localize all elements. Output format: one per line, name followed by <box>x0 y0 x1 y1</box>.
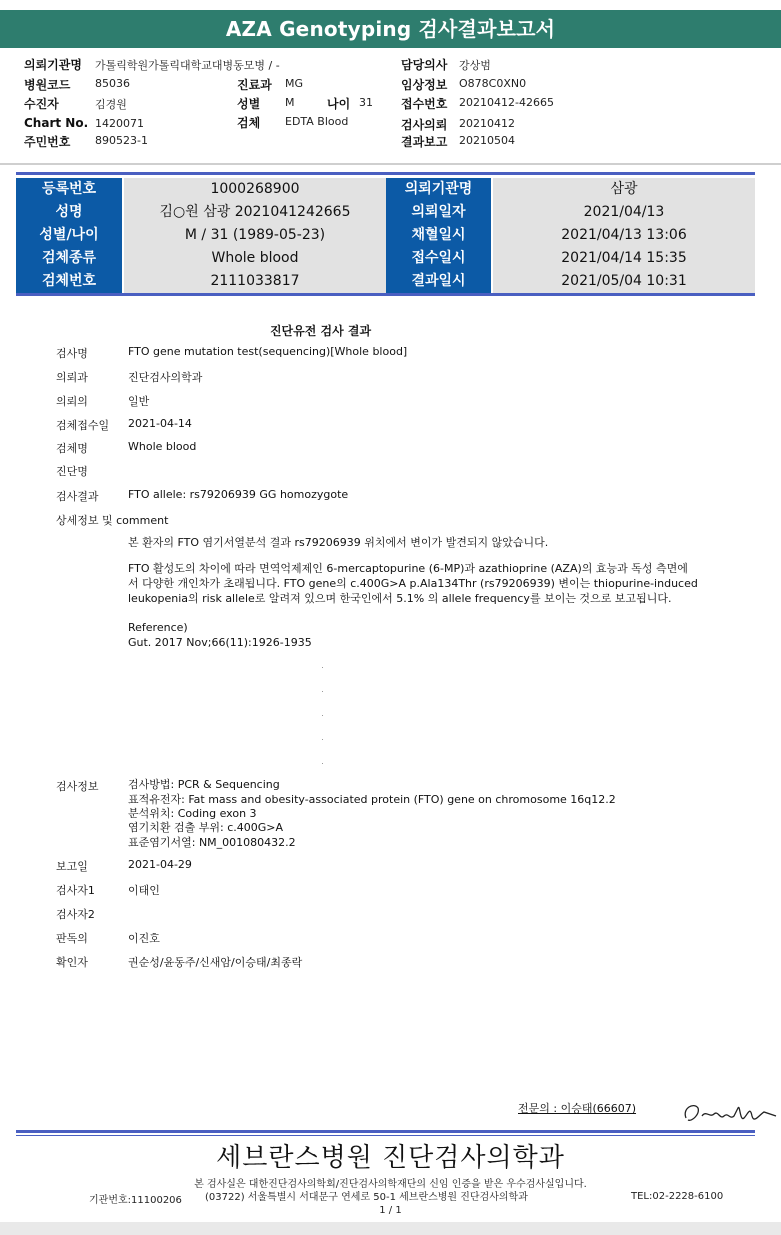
summary-header: 성명 <box>16 201 122 224</box>
field-label-test-name: 검사명 <box>56 347 88 360</box>
header-value-report-date: 20210504 <box>459 134 515 147</box>
page-number: 1 / 1 <box>379 1205 402 1216</box>
test-info-line: 표적유전자: Fat mass and obesity-associated protein (FTO) gene on chromosome 16q12.2 <box>128 793 616 806</box>
header-label-patient: 수진자 <box>24 97 59 111</box>
report-title: AZA Genotyping 검사결과보고서 <box>225 17 556 41</box>
summary-value: M / 31 (1989-05-23) <box>124 224 386 247</box>
field-label-tester-2: 검사자2 <box>56 908 95 921</box>
header-value-department: MG <box>285 77 304 90</box>
institution-number: 기관번호:11100206 <box>89 1195 182 1206</box>
header-value-request-date: 20210412 <box>459 117 515 130</box>
dot-mark <box>322 667 323 668</box>
field-label-requesting-doctor: 의뢰의 <box>56 395 88 408</box>
field-label-reader: 판독의 <box>56 932 88 945</box>
detail-paragraph-1: 본 환자의 FTO 염기서열분석 결과 rs79206939 위치에서 변이가 발견되지 않았습니다. <box>128 536 549 549</box>
report-section-title: 진단유전 검사 결과 <box>269 324 372 338</box>
header-label-specimen: 검체 <box>237 116 261 130</box>
field-value-test-result: FTO allele: rs79206939 GG homozygote <box>128 488 349 501</box>
summary-value: 2111033817 <box>124 270 386 293</box>
reference-text: Gut. 2017 Nov;66(11):1926-1935 <box>128 636 312 649</box>
footer-rule-thin <box>16 1135 755 1136</box>
summary-row <box>16 224 755 247</box>
field-value-report-date: 2021-04-29 <box>128 858 192 871</box>
reference-label: Reference) <box>128 621 188 634</box>
field-value-specimen-name: Whole blood <box>128 440 197 453</box>
field-label-diagnosis: 진단명 <box>56 465 88 478</box>
header-value-receipt-no: 20210412-42665 <box>459 96 554 109</box>
header-value-specimen: EDTA Blood <box>285 115 349 128</box>
field-value-requesting-dept: 진단검사의학과 <box>128 371 203 384</box>
field-label-test-info: 검사정보 <box>56 780 99 793</box>
field-label-requesting-dept: 의뢰과 <box>56 371 88 384</box>
summary-row <box>16 270 755 293</box>
summary-header: 의뢰기관명 <box>386 178 491 201</box>
summary-row <box>16 178 755 201</box>
header-value-chart-no: 1420071 <box>95 117 144 130</box>
field-value-specimen-received: 2021-04-14 <box>128 417 192 430</box>
summary-value: 2021/04/13 <box>493 201 755 224</box>
field-label-specimen-received: 검체접수일 <box>56 419 110 432</box>
hospital-address: (03722) 서울특별시 서대문구 연세로 50-1 세브란스병원 진단검사의학과 <box>205 1192 528 1203</box>
field-label-confirmer: 확인자 <box>56 956 88 969</box>
header-label-doctor: 담당의사 <box>401 58 448 72</box>
field-label-detail-comment: 상세정보 및 comment <box>56 514 169 527</box>
header-label-clinical-info: 임상정보 <box>401 78 448 92</box>
field-label-test-result: 검사결과 <box>56 490 99 503</box>
viewer-bottom-strip <box>0 1222 781 1235</box>
summary-header: 접수일시 <box>386 247 491 270</box>
dot-mark <box>322 715 323 716</box>
summary-value: 2021/04/14 15:35 <box>493 247 755 270</box>
telephone: TEL:02-2228-6100 <box>631 1191 724 1202</box>
header-value-sex: M <box>285 96 295 109</box>
summary-header: 검체번호 <box>16 270 122 293</box>
field-label-report-date: 보고일 <box>56 860 88 873</box>
header-label-age: 나이 <box>327 97 351 111</box>
field-value-test-name: FTO gene mutation test(sequencing)[Whole blood] <box>128 345 408 358</box>
dot-mark <box>322 763 323 764</box>
summary-header: 결과일시 <box>386 270 491 293</box>
header-label-department: 진료과 <box>237 78 272 92</box>
header-label-report-date: 결과보고 <box>401 135 448 149</box>
header-value-hospital-code: 85036 <box>95 77 130 90</box>
dot-mark <box>322 691 323 692</box>
header-label-hospital-code: 병원코드 <box>24 78 71 92</box>
dot-mark <box>322 739 323 740</box>
header-value-resident-no: 890523-1 <box>95 134 148 147</box>
summary-header: 채혈일시 <box>386 224 491 247</box>
header-value-doctor: 강상범 <box>459 59 491 72</box>
handwritten-signature-icon <box>680 1094 780 1130</box>
summary-table-bottom-rule <box>16 293 755 296</box>
summary-value: Whole blood <box>124 247 386 270</box>
header-label-sex: 성별 <box>237 97 261 111</box>
header-value-patient: 김경원 <box>95 98 127 111</box>
summary-header: 등록번호 <box>16 178 122 201</box>
summary-value: 김○원 삼광 2021041242665 <box>124 201 386 224</box>
test-info-line: 분석위치: Coding exon 3 <box>128 807 257 820</box>
header-label-request-date: 검사의뢰 <box>401 118 448 132</box>
summary-header: 성별/나이 <box>16 224 122 247</box>
summary-value: 삼광 <box>493 178 755 201</box>
header-label-receipt-no: 접수번호 <box>401 97 448 111</box>
header-value-institution: 가톨릭학원가톨릭대학교대병동모병 / - <box>95 59 280 72</box>
header-value-clinical-info: O878C0XN0 <box>459 77 527 90</box>
summary-value: 2021/05/04 10:31 <box>493 270 755 293</box>
field-value-reader: 이진호 <box>128 932 160 945</box>
hospital-name: 세브란스병원 진단검사의학과 <box>216 1143 565 1173</box>
field-value-confirmer: 권순성/윤동주/신새암/이승태/최종락 <box>128 956 303 969</box>
test-info-line: 검사방법: PCR & Sequencing <box>128 778 280 791</box>
field-label-specimen-name: 검체명 <box>56 442 88 455</box>
title-bar <box>0 10 781 48</box>
field-value-requesting-doctor: 일반 <box>128 395 150 408</box>
header-label-resident-no: 주민번호 <box>24 135 71 149</box>
field-label-tester-1: 검사자1 <box>56 884 95 897</box>
summary-table-top-rule <box>16 172 755 175</box>
header-value-age: 31 <box>359 96 373 109</box>
test-info-line: 표준염기서열: NM_001080432.2 <box>128 836 296 849</box>
summary-row <box>16 201 755 224</box>
specialist-signature-label: 전문의 : 이승태(66607) <box>518 1102 637 1115</box>
test-info-line: 염기치환 검출 부위: c.400G>A <box>128 821 284 834</box>
header-label-institution: 의뢰기관명 <box>24 58 82 72</box>
header-label-chart-no: Chart No. <box>24 116 89 130</box>
detail-paragraph-2: FTO 활성도의 차이에 따라 면역억제제인 6-mercaptopurine (6-MP)과 azathioprine (AZA)의 효능과 독성 측면에서 다양한 개인차가 초래됩니다. FTO gene의 c.400G>A p.Ala134Thr (rs79206939) 변이는 thiopurine-induced leukopenia의 risk allele로 알려져 있으며 한국인에서 5.1% 의 allele frequency를 보이는 것으로 보고됩니다. <box>128 562 698 605</box>
footer-rule-thick <box>16 1130 755 1133</box>
field-value-tester-1: 이태인 <box>128 884 160 897</box>
summary-header: 검체종류 <box>16 247 122 270</box>
header-divider <box>0 163 781 165</box>
summary-header: 의뢰일자 <box>386 201 491 224</box>
summary-value: 2021/04/13 13:06 <box>493 224 755 247</box>
summary-row <box>16 247 755 270</box>
certification-text: 본 검사실은 대한진단검사의학회/진단검사의학재단의 신임 인증을 받은 우수검사실입니다. <box>194 1179 587 1190</box>
summary-value: 1000268900 <box>124 178 386 201</box>
